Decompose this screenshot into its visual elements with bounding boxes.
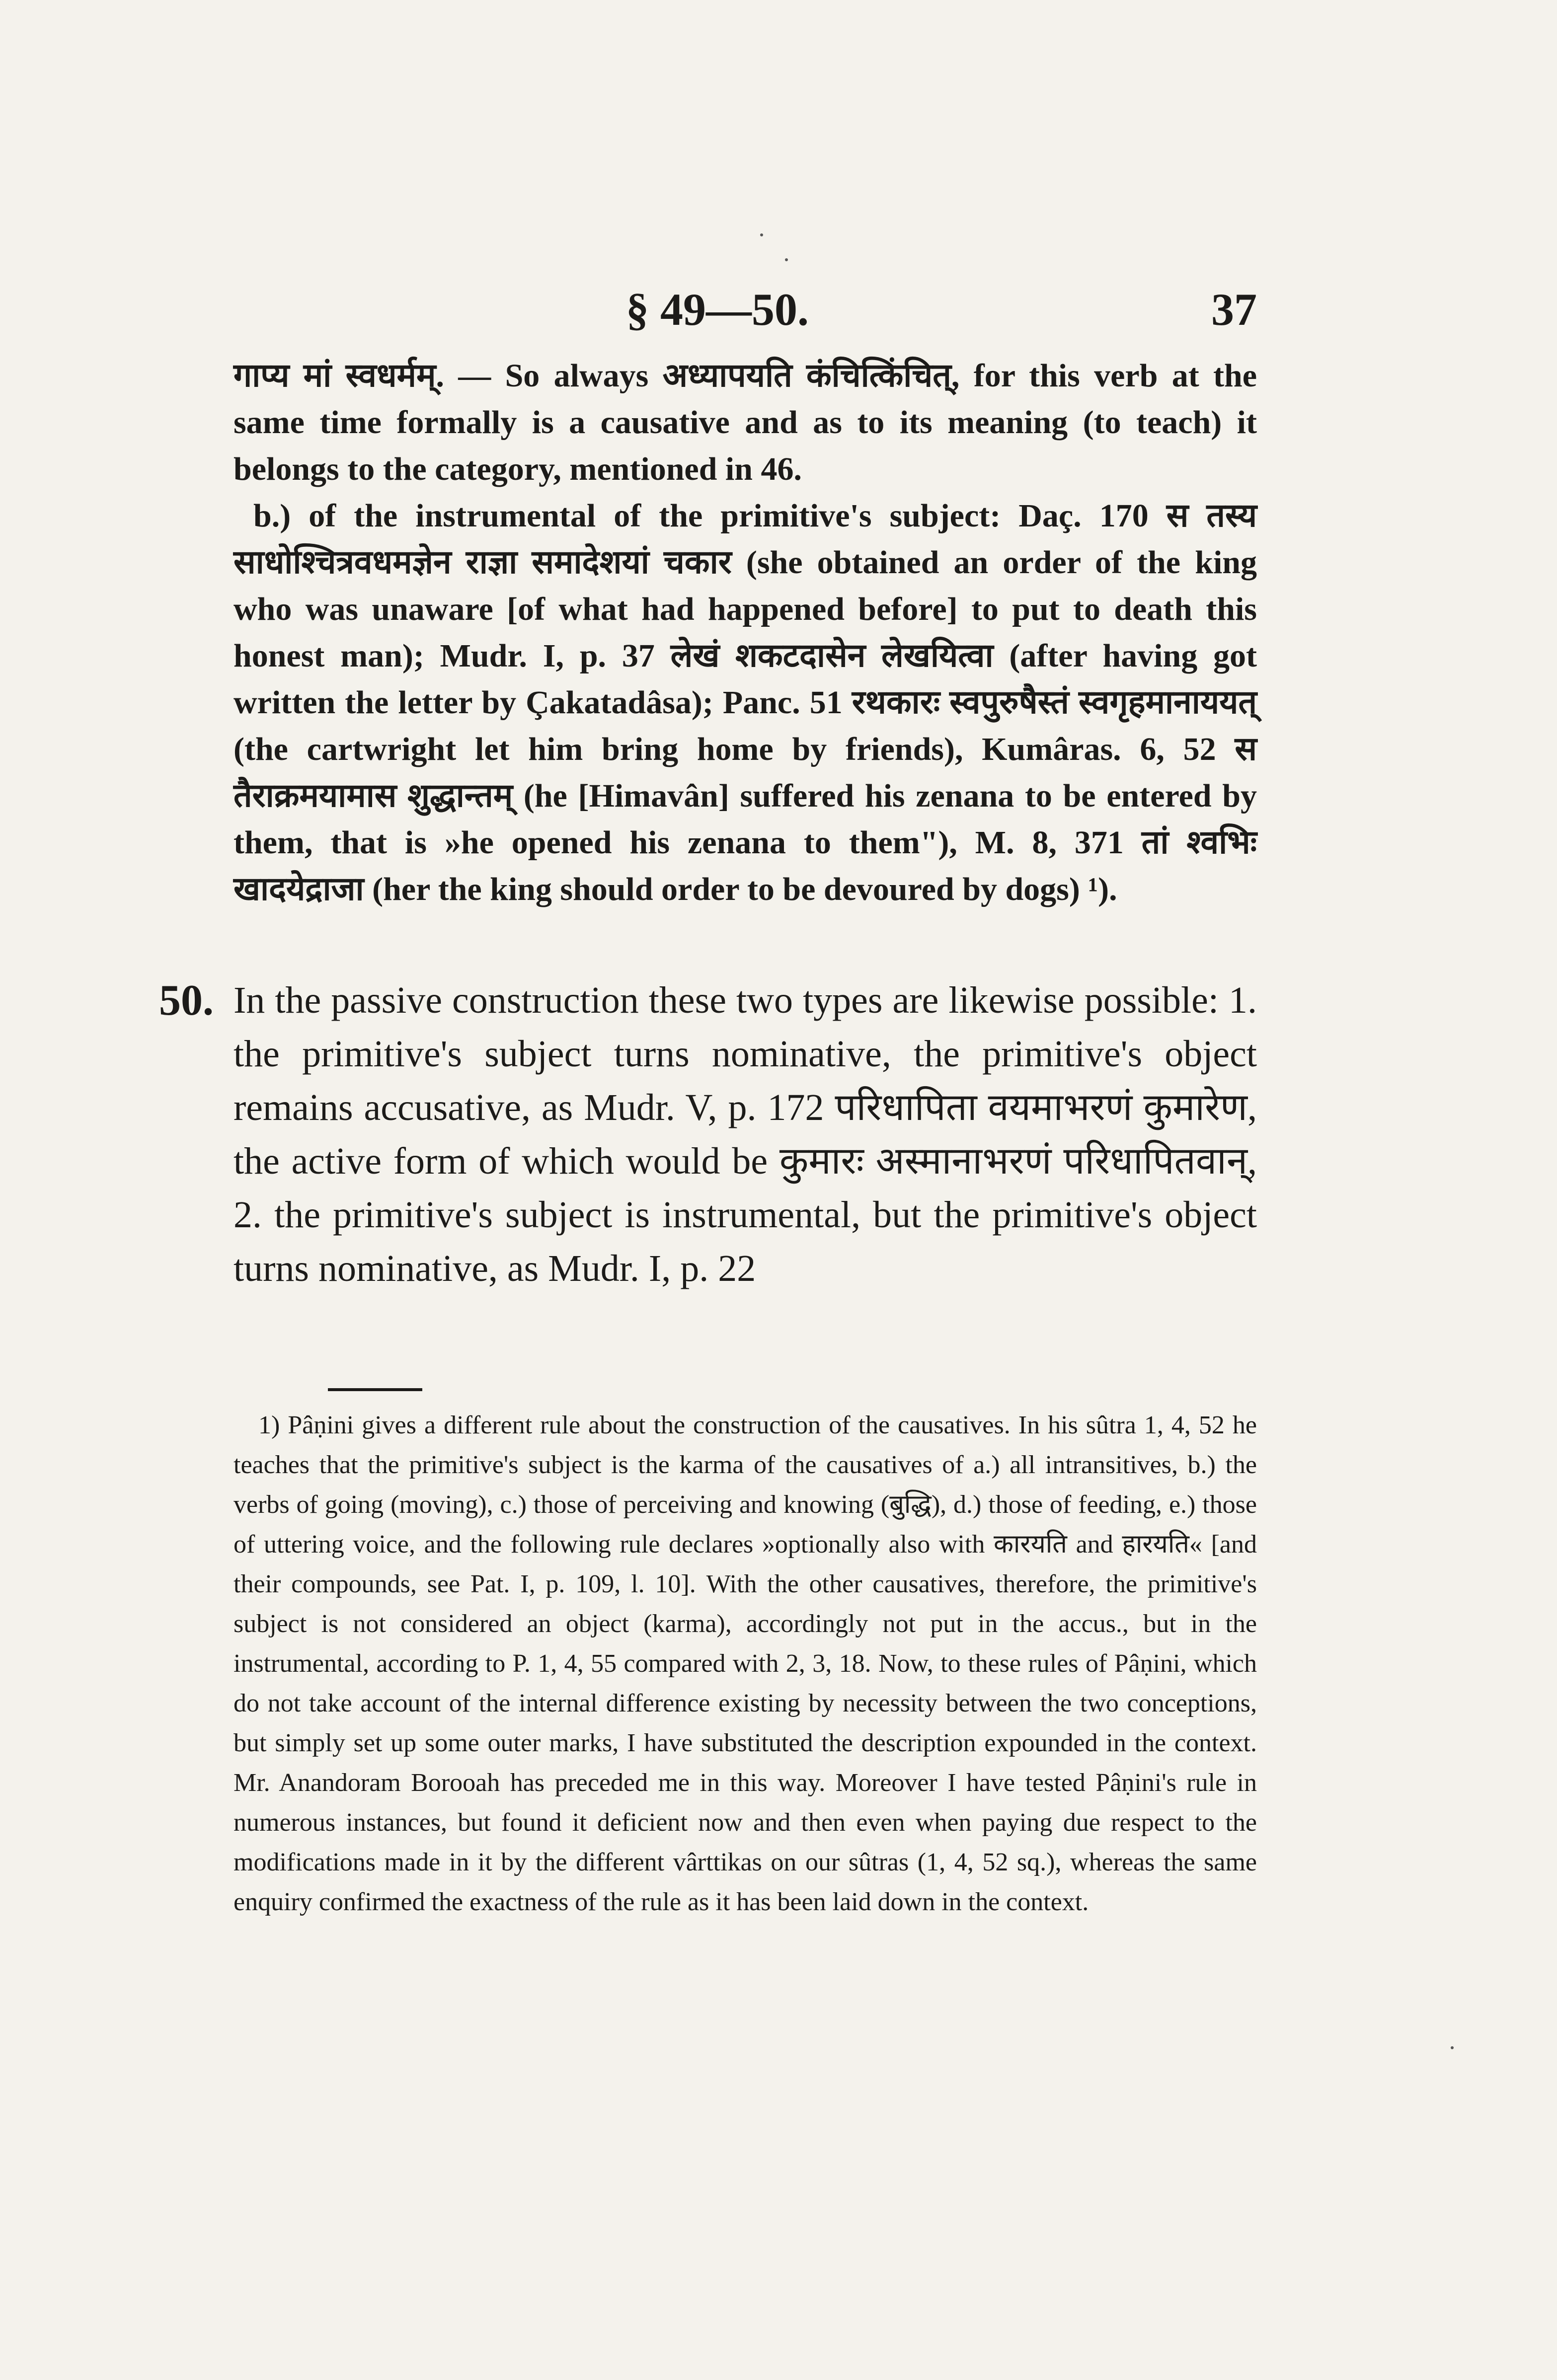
section-50-text: In the passive construction these two types are likewise possible: 1. the primitive's subject turns nominative, the primitive's object remains accusative, as Mudr. V, p. 172 परिधापिता वयमाभरणं कुमारेण, the active form of which would be कुमारः अस्मानाभरणं परिधापितवान्, 2. the primitive's subject is instrumental, but the primitive's object turns nominative, as Mudr. I, p. 22	[234, 979, 1257, 1289]
page-number: 37	[1211, 284, 1257, 335]
section-reference: § 49—50.	[626, 284, 809, 335]
print-speck	[1451, 2046, 1454, 2049]
page-header	[234, 278, 1257, 353]
paragraph-2: b.) of the instrumental of the primitive's subject: Daç. 170 स तस्य साधोश्चित्रवधमज्ञेन राज्ञा समादेशयां चकार (she obtained an order of the king who was unaware [of what had happened before] to put to death this honest man); Mudr. I, p. 37 लेखं शकटदासेन लेखयित्वा (after having got written the letter by Çakatadâsa); Panc. 51 रथकारः स्वपुरुषैस्तं स्वगृहमानाययत् (the cartwright let him bring home by friends), Kumâras. 6, 52 स तैराक्रमयामास शुद्धान्तम् (he [Himavân] suffered his zenana to be entered by them, that is »he opened his zenana to them"), M. 8, 371 तां श्वभिः खादयेद्राजा (her the king should order to be devoured by dogs) ¹).	[234, 498, 1257, 907]
body-text	[234, 353, 1257, 913]
footnote	[234, 1406, 1257, 1922]
print-speck	[760, 233, 763, 236]
paragraph-1: गाप्य मां स्वधर्मम्. — So always अध्यापयति कंचित्किंचित्, for this verb at the same time formally is a causative and as to its meaning (to teach) it belongs to the category, mentioned in 46.	[234, 358, 1257, 487]
section-number: 50.	[159, 976, 214, 1025]
footnote-separator	[328, 1388, 422, 1391]
print-speck	[785, 258, 788, 261]
footnote-text: 1) Pâṇini gives a different rule about the construction of the causatives. In his sûtra 1, 4, 52 he teaches that the primitive's subject is the karma of the causatives of a.) all intransitives, b.) the verbs of going (moving), c.) those of perceiving and knowing (बुद्धि), d.) those of feeding, e.) those of uttering voice, and the following rule declares »optionally also with कारयति and हारयति« [and their compounds, see Pat. I, p. 109, l. 10]. With the other causatives, therefore, the primitive's subject is not considered an object (karma), accordingly not put in the accus., but in the instrumental, according to P. 1, 4, 55 compared with 2, 3, 18. Now, to these rules of Pâṇini, which do not take account of the internal difference existing by necessity between the two conceptions, but simply set up some outer marks, I have substituted the description expounded in the context. Mr. Anandoram Borooah has preceded me in this way. Moreover I have tested Pâṇini's rule in numerous instances, but found it deficient now and then even when paying due respect to the modifications made in it by the different vârttikas on our sûtras (1, 4, 52 sq.), whereas the same enquiry confirmed the exactness of the rule as it has been laid down in the context.	[234, 1411, 1257, 1916]
section-50	[159, 973, 1257, 1295]
